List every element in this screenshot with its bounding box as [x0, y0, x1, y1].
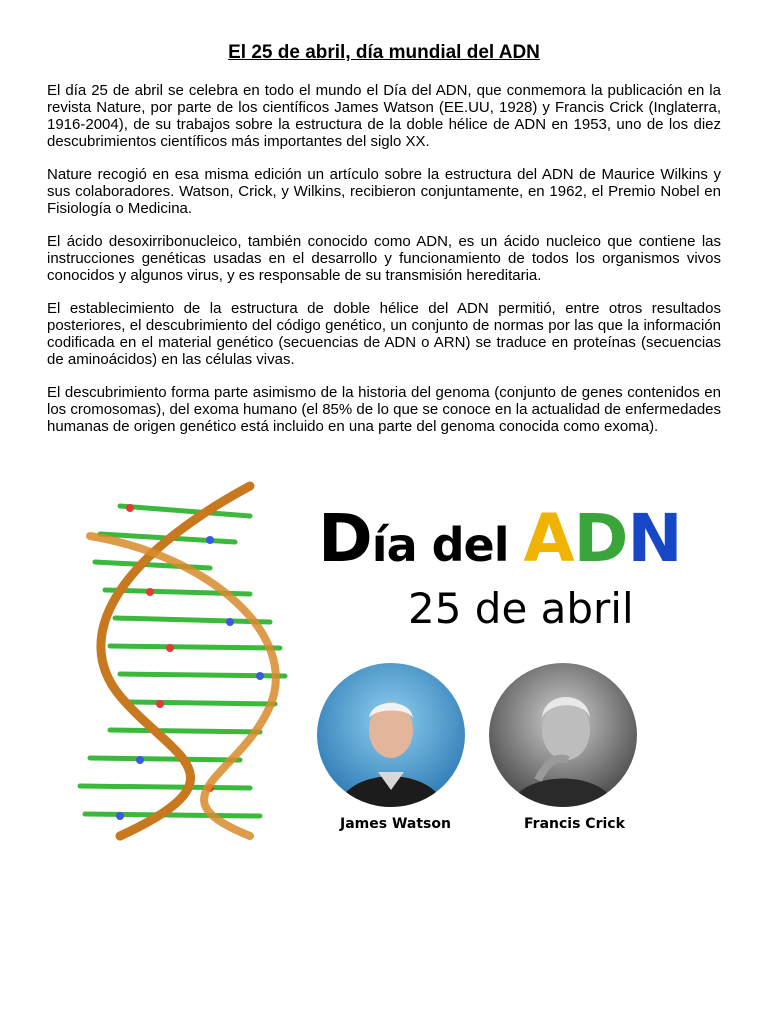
headline-letter-n: N: [627, 500, 682, 577]
base-pairs: [80, 506, 285, 816]
portrait-francis-crick: [488, 660, 638, 810]
headline-text: ía del: [371, 518, 524, 572]
paragraph: El ácido desoxirribonucleico, también conocido como ADN, es un ácido nucleico que contiene las instrucciones genéticas usadas en el desarrollo y funcionamiento de todos los organismos vivos conocidos y algunos virus, y es responsable de su transmisión hereditaria.: [47, 233, 721, 284]
dna-helix-illustration: [60, 476, 310, 846]
portrait-james-watson: [316, 660, 466, 810]
caption-francis-crick: Francis Crick: [524, 816, 625, 832]
page-title: El 25 de abril, día mundial del ADN: [228, 42, 540, 63]
dia-del-adn-headline: [318, 500, 682, 577]
paragraph: El descubrimiento forma parte asimismo de la historia del genoma (conjunto de genes contenidos en los cromosomas), del exoma humano (el 85% de lo que se conoce en la actualidad de enfermedades humanas de origen genético está incluido en una parte del genoma conocida como exoma).: [47, 384, 721, 435]
date-label: 25 de abril: [408, 584, 634, 633]
helix-backbone-1: [101, 486, 250, 836]
paragraph: El día 25 de abril se celebra en todo el mundo el Día del ADN, que conmemora la publicación en la revista Nature, por parte de los científicos James Watson (EE.UU, 1928) y Francis Crick (Inglaterra, 1916-2004), de su trabajos sobre la estructura de la doble hélice de ADN en 1953, uno de los diez descubrimientos científicos más importantes del siglo XX.: [47, 82, 721, 150]
headline-letter-d: D: [573, 500, 628, 577]
paragraph: El establecimiento de la estructura de doble hélice del ADN permitió, entre otros resultados posteriores, el descubrimiento del código genético, un conjunto de normas por las que la información codificada en el material genético (secuencias de ADN o ARN) se traduce en proteínas (secuencias de aminoácidos) en las células vivas.: [47, 300, 721, 368]
headline-letter: D: [318, 500, 372, 577]
headline-letter-a: A: [523, 500, 574, 577]
article-body: [47, 82, 721, 451]
paragraph: Nature recogió en esa misma edición un artículo sobre la estructura del ADN de Maurice Wilkins y sus colaboradores. Watson, Crick, y Wilkins, recibieron conjuntamente, en 1962, el Premio Nobel en Fisiología o Medicina.: [47, 166, 721, 217]
caption-james-watson: James Watson: [340, 816, 451, 832]
